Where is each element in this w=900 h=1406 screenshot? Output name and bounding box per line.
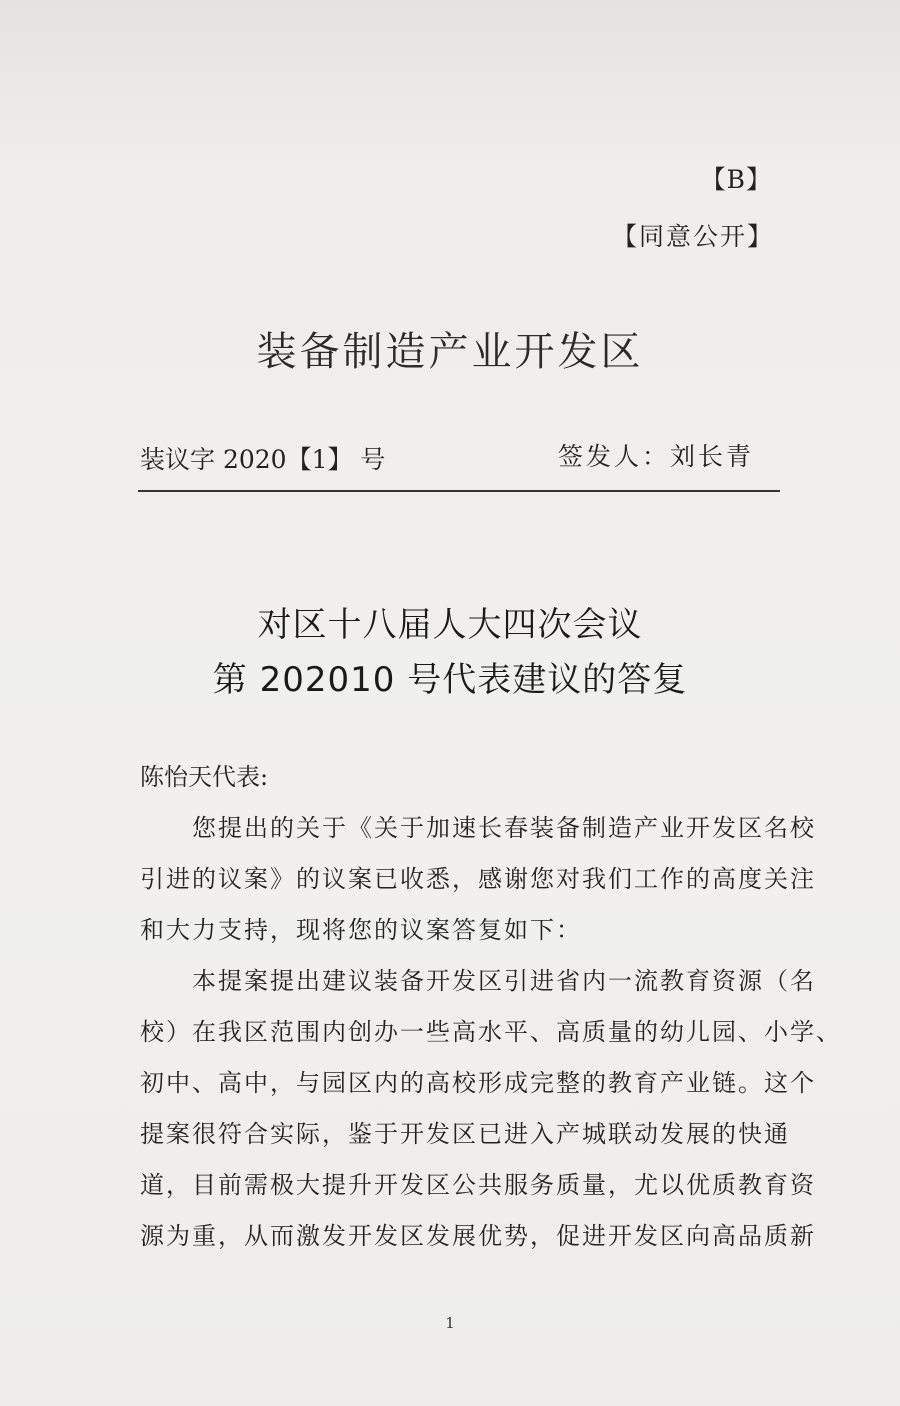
issuer-name: 装备制造产业开发区 <box>256 329 644 375</box>
paragraph-line: 本提案提出建议装备开发区引进省内一流教育资源（名 <box>140 967 816 995</box>
paragraph-line: 和大力支持，现将您的议案答复如下： <box>140 916 582 944</box>
document-number: 装议字 2020【1】 号 <box>140 445 386 474</box>
document-title <box>0 598 900 708</box>
paragraph-line: 引进的议案》的议案已收悉，感谢您对我们工作的高度关注 <box>140 865 816 893</box>
paragraph-line: 您提出的关于《关于加速长春装备制造产业开发区名校 <box>140 814 816 842</box>
header-divider <box>138 490 780 492</box>
paragraph-line: 提案很符合实际，鉴于开发区已进入产城联动发展的快通 <box>140 1120 790 1148</box>
paragraph-1 <box>140 803 816 956</box>
paragraph-line: 源为重，从而激发开发区发展优势，促进开发区向高品质新 <box>140 1222 816 1250</box>
paragraph-line: 初中、高中，与园区内的高校形成完整的教育产业链。这个 <box>140 1069 816 1097</box>
salutation: 陈怡天代表: <box>140 763 269 791</box>
paragraph-line: 道，目前需极大提升开发区公共服务质量，尤以优质教育资 <box>140 1171 816 1199</box>
page-number: 1 <box>445 1314 455 1332</box>
signer: 签发人：刘长青 <box>557 442 754 471</box>
paragraph-2 <box>140 956 842 1262</box>
title-line-1: 对区十八届人大四次会议 <box>257 605 643 645</box>
category-mark: 【B】 <box>700 165 772 194</box>
disclosure-mark: 【同意公开】 <box>611 222 774 251</box>
title-line-2: 第 202010 号代表建议的答复 <box>212 660 688 700</box>
paragraph-line: 校）在我区范围内创办一些高水平、高质量的幼儿园、小学、 <box>140 1018 842 1046</box>
